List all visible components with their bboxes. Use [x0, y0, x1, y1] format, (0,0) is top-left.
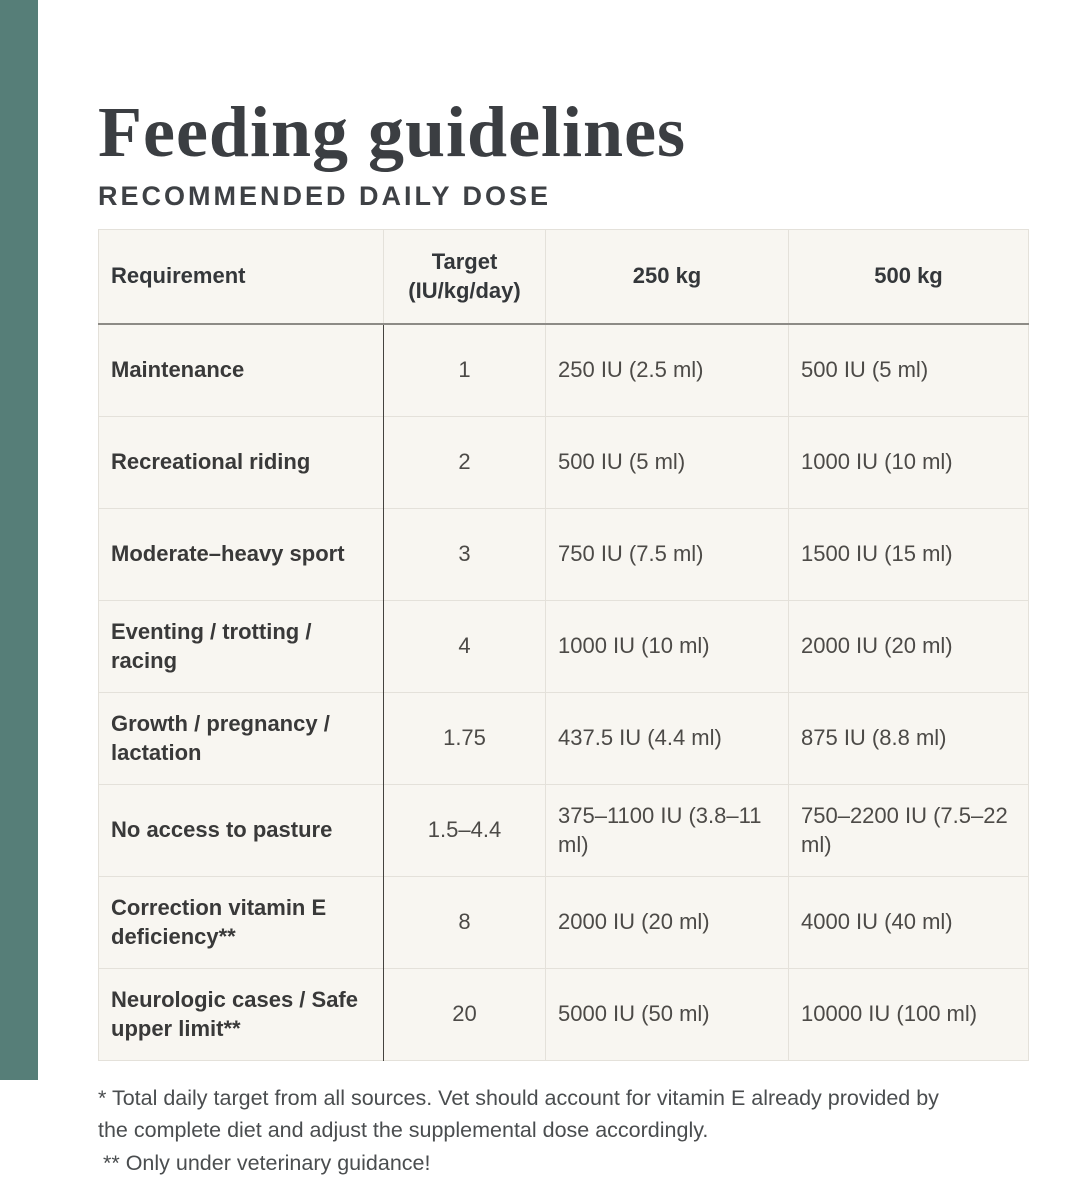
requirement-cell: Maintenance: [99, 324, 384, 417]
table-row-maintenance: [99, 324, 1029, 417]
dose-500kg-cell: 2000 IU (20 ml): [789, 601, 1029, 693]
target-cell: 3: [384, 509, 546, 601]
table-header: [99, 230, 1029, 325]
dose-500kg-cell: 500 IU (5 ml): [789, 324, 1029, 417]
dose-250kg-cell: 500 IU (5 ml): [546, 417, 789, 509]
requirement-cell: Correction vitamin E deficiency**: [99, 877, 384, 969]
table-row-recreational-riding: [99, 417, 1029, 509]
column-header-target: Target (IU/kg/day): [384, 230, 546, 325]
target-cell: 4: [384, 601, 546, 693]
dose-500kg-cell: 1000 IU (10 ml): [789, 417, 1029, 509]
table-row-no-access-to-pasture: [99, 785, 1029, 877]
target-cell: 1.75: [384, 693, 546, 785]
requirement-cell: Moderate–heavy sport: [99, 509, 384, 601]
dose-250kg-cell: 250 IU (2.5 ml): [546, 324, 789, 417]
footnote-veterinary-guidance: ** Only under veterinary guidance!: [103, 1150, 431, 1175]
dose-500kg-cell: 750–2200 IU (7.5–22 ml): [789, 785, 1029, 877]
requirement-cell: Growth / pregnancy / lactation: [99, 693, 384, 785]
column-header-250kg: 250 kg: [546, 230, 789, 325]
target-cell: 2: [384, 417, 546, 509]
page-title: Feeding guidelines: [98, 92, 687, 172]
feeding-guidelines-table: [98, 229, 1029, 1061]
target-cell: 1: [384, 324, 546, 417]
table-row-neurologic-cases-safe-upper-limit: [99, 969, 1029, 1061]
dose-250kg-cell: 437.5 IU (4.4 ml): [546, 693, 789, 785]
requirement-cell: Eventing / trotting / racing: [99, 601, 384, 693]
target-cell: 20: [384, 969, 546, 1061]
dose-250kg-cell: 750 IU (7.5 ml): [546, 509, 789, 601]
content-area: [98, 0, 1030, 1179]
dose-250kg-cell: 2000 IU (20 ml): [546, 877, 789, 969]
dose-500kg-cell: 1500 IU (15 ml): [789, 509, 1029, 601]
table-row-correction-vitamin-e-deficiency: [99, 877, 1029, 969]
column-header-500kg: 500 kg: [789, 230, 1029, 325]
footnotes-section: [98, 1082, 970, 1179]
table-header-row: [99, 230, 1029, 325]
table-row-growth-pregnancy-lactation: [99, 693, 1029, 785]
target-cell: 8: [384, 877, 546, 969]
dose-250kg-cell: 375–1100 IU (3.8–11 ml): [546, 785, 789, 877]
table-row-eventing-trotting-racing: [99, 601, 1029, 693]
dose-250kg-cell: 5000 IU (50 ml): [546, 969, 789, 1061]
dose-250kg-cell: 1000 IU (10 ml): [546, 601, 789, 693]
requirement-cell: Recreational riding: [99, 417, 384, 509]
dose-500kg-cell: 10000 IU (100 ml): [789, 969, 1029, 1061]
requirement-cell: Neurologic cases / Safe upper limit**: [99, 969, 384, 1061]
table-body: [99, 324, 1029, 1061]
dose-500kg-cell: 875 IU (8.8 ml): [789, 693, 1029, 785]
dose-500kg-cell: 4000 IU (40 ml): [789, 877, 1029, 969]
page-subtitle: RECOMMENDED DAILY DOSE: [98, 181, 552, 211]
column-header-requirement: Requirement: [99, 230, 384, 325]
table-row-moderate-heavy-sport: [99, 509, 1029, 601]
left-accent-stripe: [0, 0, 38, 1080]
requirement-cell: No access to pasture: [99, 785, 384, 877]
footnote-total-daily-target: * Total daily target from all sources. Vet should account for vitamin E already provided by the complete diet and adjust the supplemental dose accordingly.: [98, 1086, 939, 1143]
target-cell: 1.5–4.4: [384, 785, 546, 877]
